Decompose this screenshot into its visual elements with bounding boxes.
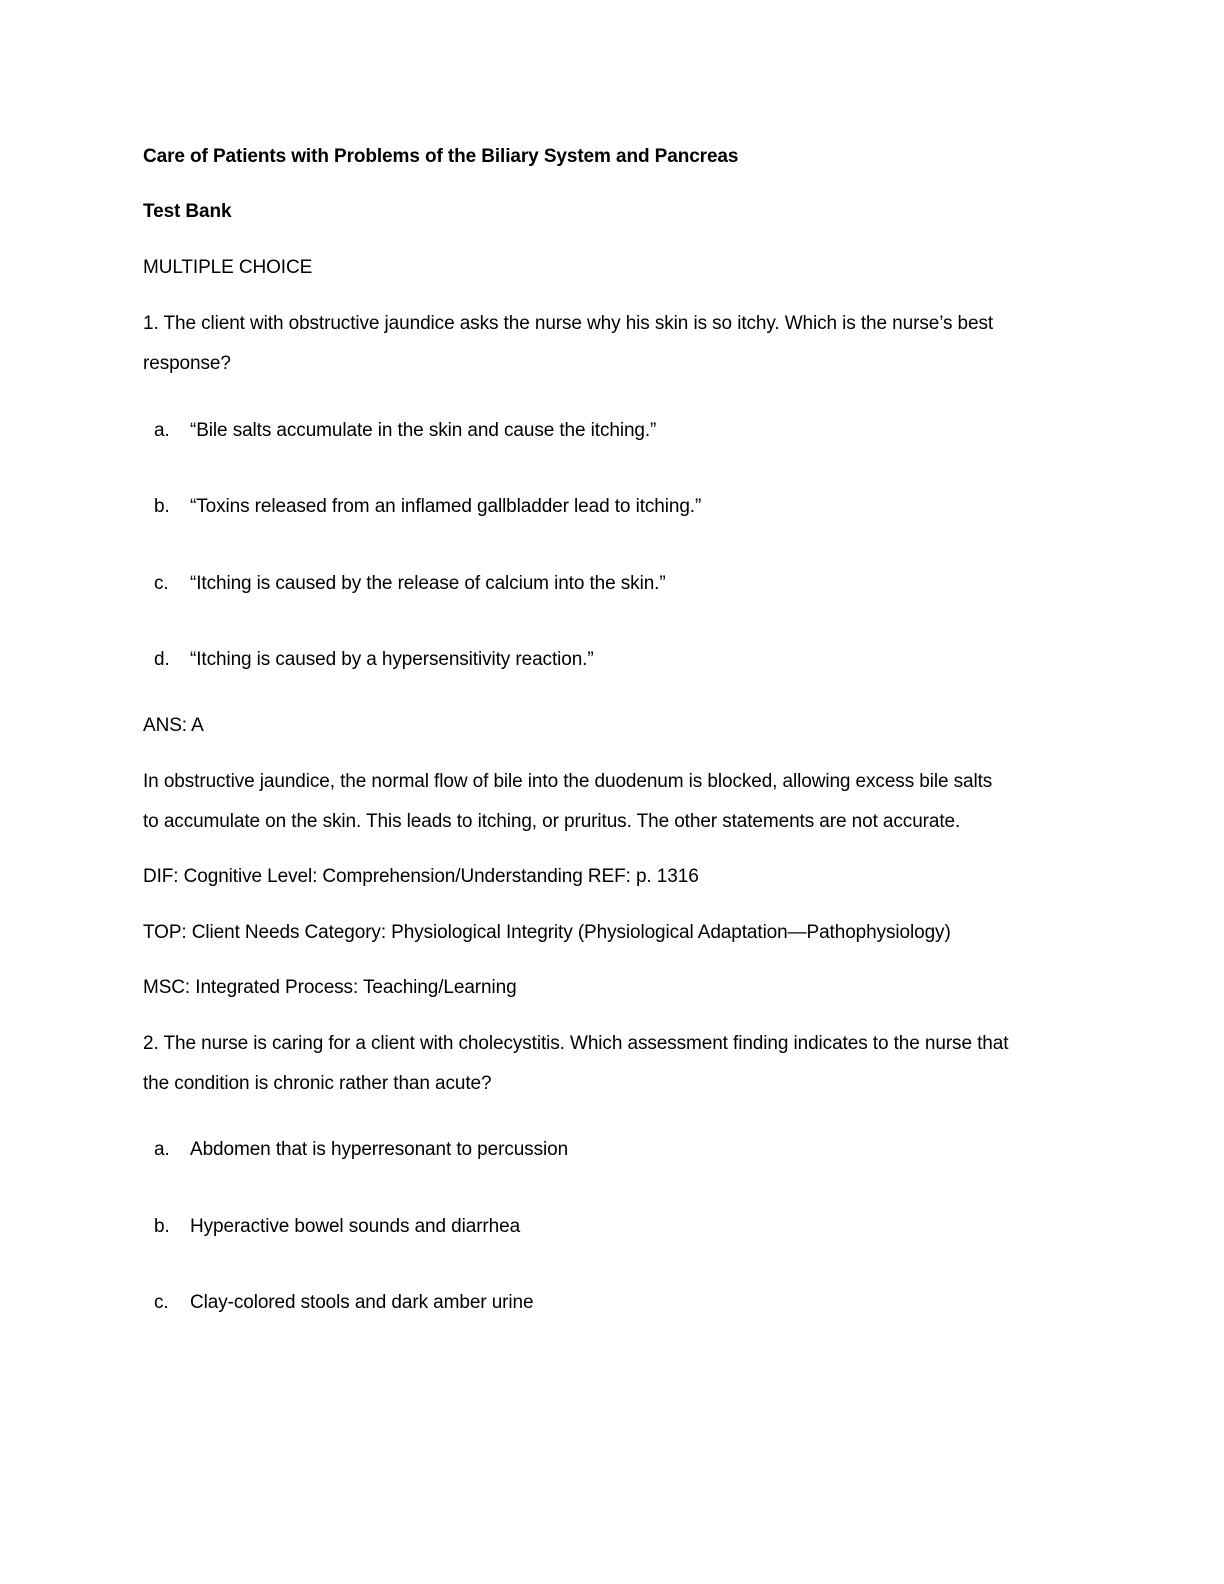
document-title: Care of Patients with Problems of the Biliary System and Pancreas bbox=[143, 146, 739, 167]
section-heading: MULTIPLE CHOICE bbox=[143, 257, 313, 278]
question-2-option-a-letter: a. bbox=[154, 1139, 170, 1160]
question-1-option-b-text: “Toxins released from an inflamed gallbladder lead to itching.” bbox=[190, 496, 702, 517]
question-1-option-b-letter: b. bbox=[154, 496, 170, 517]
document-subtitle: Test Bank bbox=[143, 201, 232, 222]
question-1-top: TOP: Client Needs Category: Physiological Integrity (Physiological Adaptation—Pathophysiology) bbox=[143, 922, 951, 943]
question-1-option-a-letter: a. bbox=[154, 420, 170, 441]
question-1-stem-line-2: response? bbox=[143, 353, 231, 374]
question-1-option-c-text: “Itching is caused by the release of calcium into the skin.” bbox=[190, 573, 666, 594]
question-2-option-a-text: Abdomen that is hyperresonant to percussion bbox=[190, 1139, 569, 1160]
question-2-stem-line-1: 2. The nurse is caring for a client with cholecystitis. Which assessment finding indicates to the nurse that bbox=[143, 1033, 1009, 1054]
question-1-rationale-line-2: to accumulate on the skin. This leads to itching, or pruritus. The other statements are not accurate. bbox=[143, 811, 961, 832]
question-1-msc: MSC: Integrated Process: Teaching/Learning bbox=[143, 977, 517, 998]
question-2-option-b-text: Hyperactive bowel sounds and diarrhea bbox=[190, 1216, 521, 1237]
question-1-option-d-text: “Itching is caused by a hypersensitivity reaction.” bbox=[190, 649, 594, 670]
question-1-stem-line-1: 1. The client with obstructive jaundice asks the nurse why his skin is so itchy. Which is the nurse’s best bbox=[143, 313, 994, 334]
question-1-answer: ANS: A bbox=[143, 715, 204, 736]
question-2-option-c-text: Clay-colored stools and dark amber urine bbox=[190, 1292, 534, 1313]
question-2-stem-line-2: the condition is chronic rather than acute? bbox=[143, 1073, 492, 1094]
question-1-option-c-letter: c. bbox=[154, 573, 169, 594]
question-2-option-c-letter: c. bbox=[154, 1292, 169, 1313]
question-1-option-a-text: “Bile salts accumulate in the skin and cause the itching.” bbox=[190, 420, 657, 441]
question-2-option-b-letter: b. bbox=[154, 1216, 170, 1237]
question-1-option-d-letter: d. bbox=[154, 649, 170, 670]
question-1-dif: DIF: Cognitive Level: Comprehension/Understanding REF: p. 1316 bbox=[143, 866, 699, 887]
question-1-rationale-line-1: In obstructive jaundice, the normal flow of bile into the duodenum is blocked, allowing excess bile salts bbox=[143, 771, 993, 792]
